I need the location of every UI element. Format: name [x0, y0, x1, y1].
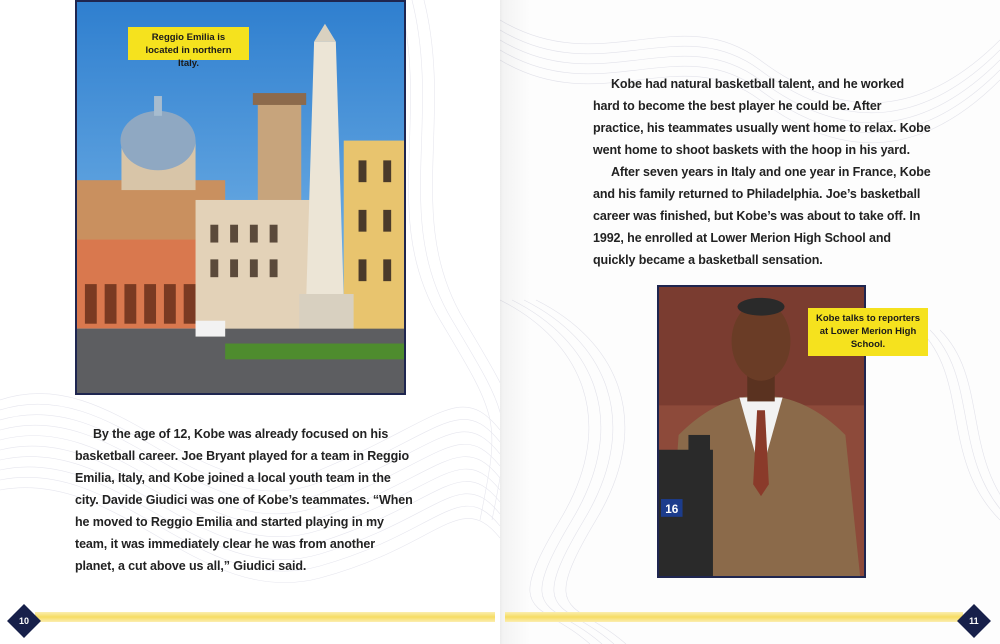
page-gutter-shadow	[500, 0, 530, 644]
footer-bar-right	[505, 612, 963, 622]
footer-bar-left	[35, 612, 495, 622]
body-text-left	[75, 423, 415, 577]
page-number-label: 11	[969, 615, 979, 626]
photo-caption: Kobe talks to reporters at Lower Merion High School.	[808, 308, 928, 356]
paragraph: After seven years in Italy and one year in France, Kobe and his family returned to Philadelphia. Joe’s basketball career was finished, but Kobe’s was about to take off. In 1992, he enrolled at Lower Merion High School and quickly became a basketball sensation.	[593, 165, 931, 267]
paragraph: By the age of 12, Kobe was already focused on his basketball career. Joe Bryant played for a team in Reggio Emilia, Italy, and Kobe joined a local youth team in the city. Davide Giudici was one of Kobe’s teammates. “When he moved to Reggio Emilia and started playing in my team, it was immediately clear he was from another planet, a cut above us all,” Giudici said.	[75, 427, 413, 573]
body-text-right	[593, 73, 933, 271]
page-number-label: 10	[18, 615, 30, 626]
paragraph: Kobe had natural basketball talent, and he worked hard to become the best player he could be. After practice, his teammates usually went home to relax. Kobe went home to shoot baskets with the hoop in his yard.	[593, 77, 931, 157]
photo-caption: Reggio Emilia is located in northern Italy.	[128, 27, 249, 60]
microphone-label: 16	[665, 501, 679, 516]
